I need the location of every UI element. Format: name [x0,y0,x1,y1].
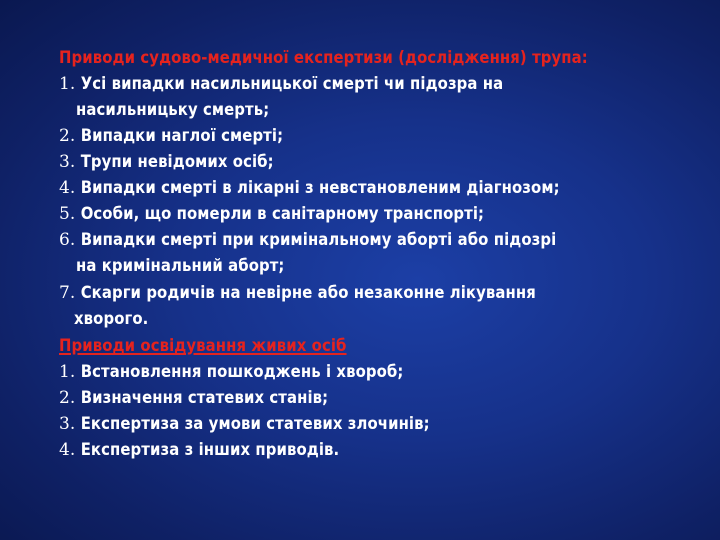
item-text: Особи, що померли в санітарному транспорті; [80,204,485,223]
item-number: 3. [59,414,76,434]
list-item [59,388,328,408]
list-item [59,362,403,382]
list-item [59,283,536,303]
list-item-continuation: на кримінальний аборт; [76,256,285,275]
item-text: Встановлення пошкоджень і хвороб; [80,362,404,381]
heading-corpse-examination: Приводи судово-медичної експертизи (дослідження) трупа: [59,48,588,67]
item-text: Трупи невідомих осіб; [80,152,274,171]
list-item-continuation: насильницьку смерть; [76,100,270,119]
item-number: 1. [59,362,76,382]
item-number: 7. [59,283,76,303]
list-item [59,230,556,250]
item-text: Усі випадки насильницької смерті чи підозра на [80,74,504,93]
list-item [59,204,484,224]
item-number: 6. [59,230,76,250]
list-item [59,178,560,198]
item-number: 4. [59,178,76,198]
item-text: Експертиза з інших приводів. [80,440,340,459]
list-item-continuation: хворого. [74,309,149,328]
heading-living-examination: Приводи освідування живих осіб [59,336,347,355]
item-number: 2. [59,388,76,408]
list-item [59,414,430,434]
item-text: Визначення статевих станів; [80,388,329,407]
list-item [59,126,283,146]
item-text: Випадки смерті в лікарні з невстановленим діагнозом; [80,178,560,197]
item-text: Експертиза за умови статевих злочинів; [80,414,430,433]
item-number: 1. [59,74,76,94]
item-number: 2. [59,126,76,146]
item-number: 4. [59,440,76,460]
list-item [59,152,274,172]
list-item [59,74,503,94]
item-text: Випадки смерті при кримінальному аборті або підозрі [80,230,557,249]
item-number: 5. [59,204,76,224]
list-item [59,440,339,460]
item-text: Випадки наглої смерті; [80,126,284,145]
item-text: Скарги родичів на невірне або незаконне лікування [80,283,536,302]
item-number: 3. [59,152,76,172]
